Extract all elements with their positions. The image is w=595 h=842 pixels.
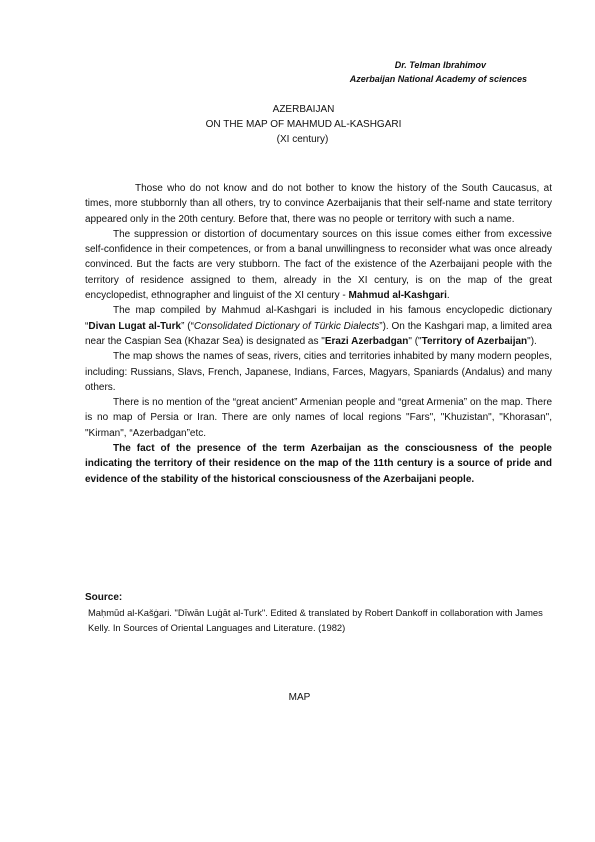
paragraph-3-territory-of-azerbaijan: Territory of Azerbaijan <box>421 335 528 347</box>
title-line-2: ON THE MAP OF MAHMUD AL-KASHGARI <box>205 119 402 130</box>
title-line-1: AZERBAIJAN <box>272 104 335 115</box>
paragraph-2-author-name: Mahmud al-Kashgari <box>348 290 447 302</box>
paragraph-2-text: The suppression or distortion of documentary sources on this issue comes either from excessive self-confidence in their competences, or from a banal unwillingness to reconsider what was once already convinced. But the facts are very stubborn. The fact of the existence of the Azerbaijani people with the territory of residence assigned to them, already in the XI century, is on the map of the great encyclopedist, ethnographer and linguist of the XI century - <box>85 228 552 302</box>
paragraph-5: There is no mention of the “great ancient” Armenian people and “great Armenia” on the map. There is no map of Persia or Iran. There are only names of local regions "Fars", "Khuzistan", "Khorasan", "Kirman", “Azerbadgan”etc. <box>85 397 552 439</box>
author-name: Dr. Telman Ibrahimov <box>394 60 486 70</box>
paragraph-conclusion: The fact of the presence of the term Azerbaijan as the consciousness of the people indicating the territory of their residence on the map of the 11th century is a source of pride and evidence of the stability of the historical consciousness of the Azerbaijani people. <box>85 443 552 485</box>
paragraph-2-end: . <box>446 290 450 302</box>
paragraph-2 <box>85 227 552 303</box>
paragraph-1: Those who do not know and do not bother to know the history of the South Caucasus, at times, more stubbornly than all others, try to convince Azerbaijanis that their self-name and state territory appeared only in the 20th century. Before that, there was no people or territory with such a name. <box>85 183 552 225</box>
paragraph-4: The map shows the names of seas, rivers, cities and territories inhabited by many modern peoples, including: Russians, Slavs, French, Japanese, Indians, Farces, Magyars, Spaniards (Andalus) and many others. <box>85 351 552 393</box>
paragraph-3-dictionary-translation: Consolidated Dictionary of Türkic Dialects <box>193 320 380 332</box>
map-caption: MAP <box>288 692 311 703</box>
source-reference: Maḥmūd al-Kašġari. "Dīwān Luġāt al-Turk". Edited & translated by Robert Dankoff in collaboration with James Kelly. In Sources of Oriental Languages and Literature. (1982) <box>88 607 543 633</box>
title-subtitle: (XI century) <box>276 134 329 145</box>
paragraph-3-part-c: ”). On the Kashgari map, a limited area near the Caspian Sea (Khazar Sea) is designated as " <box>85 320 552 347</box>
source-label: Source: <box>85 592 123 603</box>
paragraph-3 <box>85 303 552 349</box>
title-block <box>0 102 595 147</box>
paragraph-3-dictionary-name: Divan Lugat al-Turk <box>88 320 182 332</box>
paragraph-3-part-b: ” (“ <box>181 320 194 332</box>
source-block <box>85 590 555 635</box>
paragraph-3-part-a: The map compiled by Mahmud al-Kashgari is included in his famous encyclopedic dictionary “ <box>85 305 552 332</box>
article-body <box>85 181 552 487</box>
paragraph-3-part-d: " (" <box>408 335 422 347</box>
author-organization: Azerbaijan National Academy of sciences <box>349 74 527 84</box>
paragraph-3-erazi-azerbadgan: Erazi Azerbadgan <box>324 335 409 347</box>
paragraph-3-part-e: "). <box>527 335 537 347</box>
author-block <box>350 58 527 86</box>
